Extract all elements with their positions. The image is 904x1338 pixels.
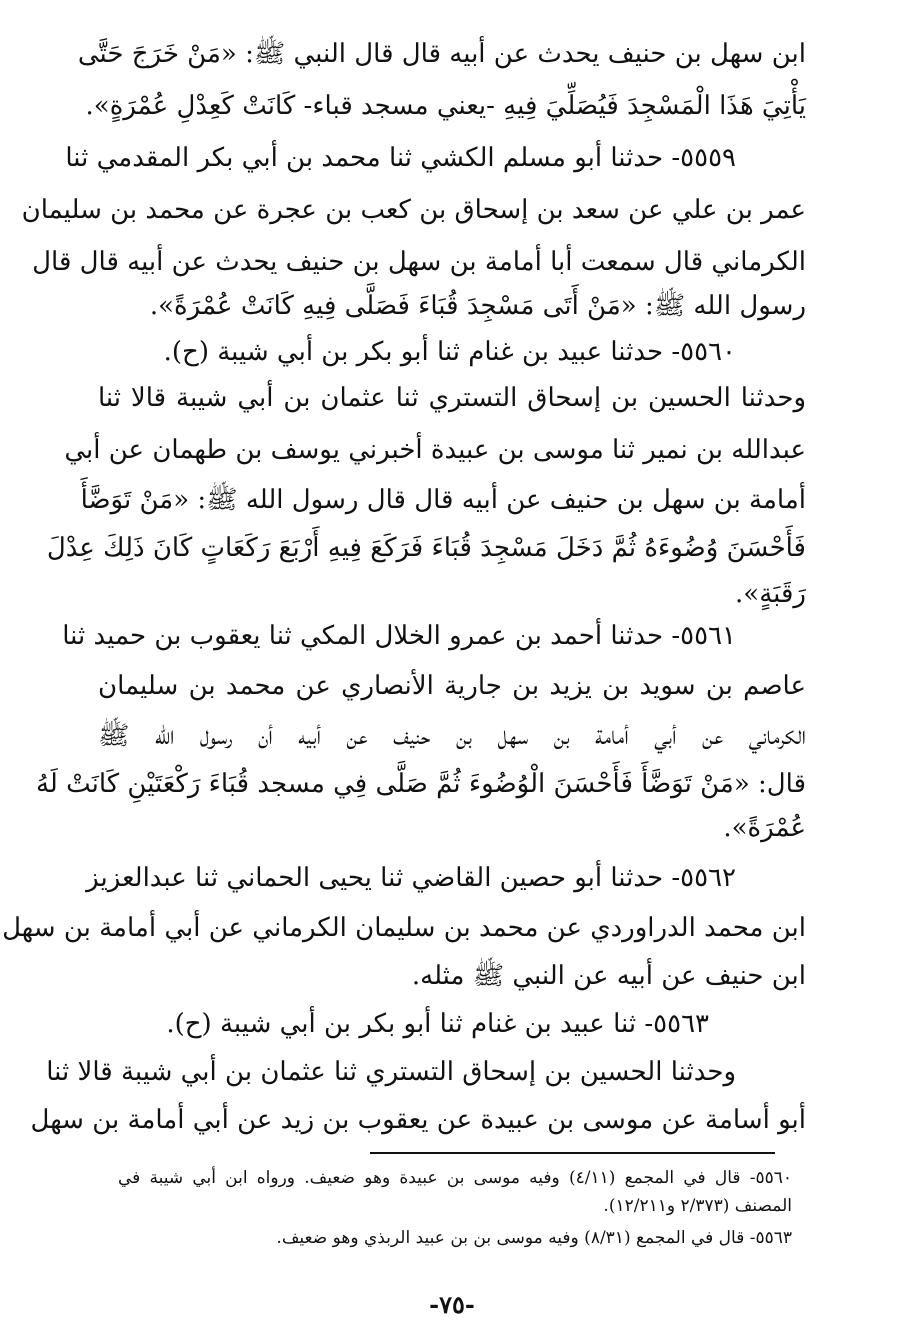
footnote-line: المصنف (٢/٣٧٣ و١٢/٢١١). [603, 1196, 792, 1216]
text-line: عبدالله بن نمير ثنا موسى بن عبيدة أخبرني يوسف بن طهمان عن أبي [64, 435, 806, 465]
text-line-hadith-5560: ٥٥٦٠- حدثنا عبيد بن غنام ثنا أبو بكر بن أبي شيبة (ح). [163, 337, 736, 367]
text-line: الكرماني قال سمعت أبا أمامة بن سهل بن حنيف يحدث عن أبيه قال قال [32, 247, 806, 277]
text-line: وحدثنا الحسين بن إسحاق التستري ثنا عثمان بن أبي شيبة قالا ثنا [46, 1057, 736, 1087]
text-line: قال: «مَنْ تَوَضَّأَ فَأَحْسَنَ الْوُضُوءَ ثُمَّ صَلَّى فِي مسجد قُبَاءَ رَكْعَتَيْنِ كَانَتْ لَهُ [35, 769, 806, 799]
text-line: ابن محمد الدراوردي عن محمد بن سليمان الكرماني عن أبي أمامة بن سهل [2, 913, 806, 943]
text-line: فَأَحْسَنَ وُضُوءَهُ ثُمَّ دَخَلَ مَسْجِدَ قُبَاءَ فَرَكَعَ فِيهِ أَرْبَعَ رَكَعَاتٍ كَانَ ذَلِكَ عِدْلَ [46, 533, 806, 563]
text-line-hadith-5562: ٥٥٦٢- حدثنا أبو حصين القاضي ثنا يحيى الحماني ثنا عبدالعزيز [86, 863, 736, 893]
text-line-hadith-5561: ٥٥٦١- حدثنا أحمد بن عمرو الخلال المكي ثنا يعقوب بن حميد ثنا [62, 621, 736, 651]
text-line: عاصم بن سويد بن يزيد بن جارية الأنصاري عن محمد بن سليمان [98, 671, 806, 701]
text-line-hadith-5559: ٥٥٥٩- حدثنا أبو مسلم الكشي ثنا محمد بن أبي بكر المقدمي ثنا [65, 143, 736, 173]
text-line: أبو أسامة عن موسى بن عبيدة عن يعقوب بن زيد عن أبي أمامة بن سهل [30, 1105, 806, 1135]
text-line: رسول الله ﷺ: «مَنْ أَتَى مَسْجِدَ قُبَاءَ فَصَلَّى فِيهِ كَانَتْ عُمْرَةً». [149, 291, 806, 321]
text-line: يَأْتِيَ هَذَا الْمَسْجِدَ فَيُصَلِّيَ فِيهِ -يعني مسجد قباء- كَانَتْ كَعِدْلِ عُمْرَةٍ». [85, 91, 806, 121]
page-number: -٧٥- [429, 1290, 475, 1319]
text-line: الكرماني عن أبي أمامة بن سهل بن حنيف عن أبيه أن رسول الله ﷺ [98, 721, 806, 751]
footnote-divider [370, 1152, 775, 1154]
text-line: وحدثنا الحسين بن إسحاق التستري ثنا عثمان بن أبي شيبة قالا ثنا [98, 383, 806, 413]
text-line: ابن سهل بن حنيف يحدث عن أبيه قال قال النبي ﷺ: «مَنْ خَرَجَ حَتَّى [77, 39, 806, 69]
footnote-line: ٥٥٦٠- قال في المجمع (٤/١١) وفيه موسى بن عبيدة وهو ضعيف. ورواه ابن أبي شيبة في [118, 1168, 792, 1188]
text-line: رَقَبَةٍ». [735, 579, 806, 609]
footnote-line: ٥٥٦٣- قال في المجمع (٨/٣١) وفيه موسى بن بن عبيد الربذي وهو ضعيف. [276, 1228, 792, 1248]
text-line: ابن حنيف عن أبيه عن النبي ﷺ مثله. [411, 961, 806, 991]
text-line-hadith-5563: ٥٥٦٣- ثنا عبيد بن غنام ثنا أبو بكر بن أبي شيبة (ح). [166, 1009, 709, 1039]
text-line: أمامة بن سهل بن حنيف عن أبيه قال قال رسول الله ﷺ: «مَنْ تَوَضَّأَ [80, 485, 806, 515]
text-line: عُمْرَةً». [723, 813, 806, 843]
text-line: عمر بن علي عن سعد بن إسحاق بن كعب بن عجرة عن محمد بن سليمان [21, 195, 806, 225]
